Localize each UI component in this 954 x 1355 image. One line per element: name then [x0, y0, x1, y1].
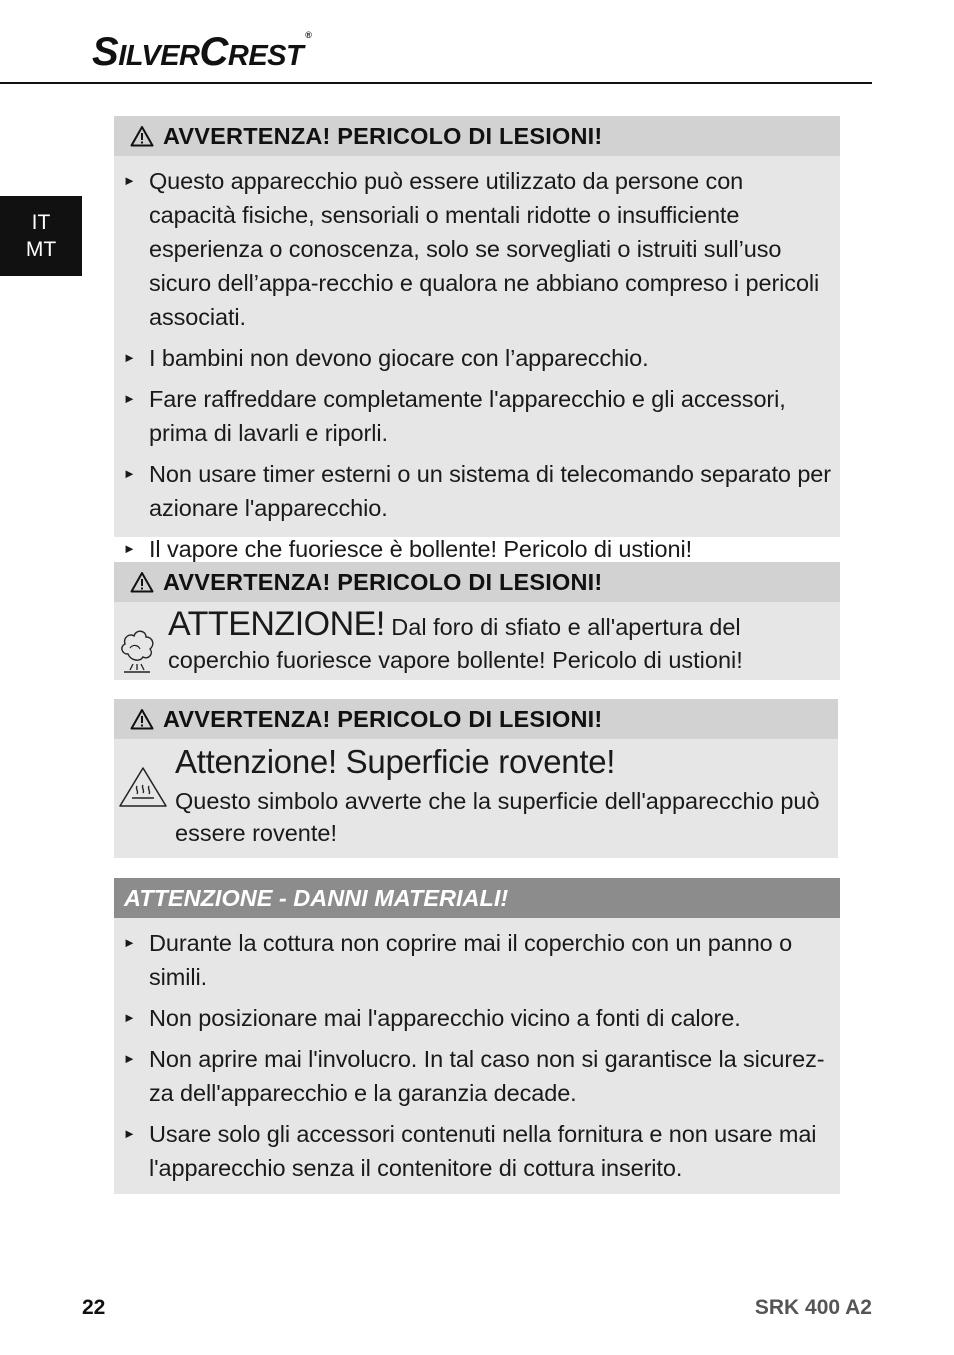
list-item: [114, 341, 840, 375]
list-item: [114, 457, 840, 525]
warning-box-hot-surface: [114, 699, 838, 858]
bullet-arrow-icon: ►: [123, 935, 136, 950]
language-code: IT: [31, 211, 51, 234]
warning-heading-text: AVVERTENZA! PERICOLO DI LESIONI!: [163, 122, 603, 149]
warning-triangle-icon: [130, 708, 154, 730]
material-damage-box: [114, 878, 840, 1194]
material-damage-list: [114, 918, 840, 1185]
warning-heading: [114, 699, 838, 739]
warning-heading-text: AVVERTENZA! PERICOLO DI LESIONI!: [163, 568, 603, 595]
material-damage-heading: ATTENZIONE - DANNI MATERIALI!: [114, 878, 840, 918]
bullet-arrow-icon: ►: [123, 173, 136, 188]
bullet-arrow-icon: ►: [123, 391, 136, 406]
steam-warning: [114, 602, 840, 680]
warning-triangle-icon: [130, 571, 154, 593]
logo-letter: S: [92, 30, 119, 74]
list-item-text: I bambini non devono giocare con l’apparecchio.: [149, 345, 649, 371]
list-item-text: Non aprire mai l'involucro. In tal caso non si garantisce la sicurez-za dell'apparecchio e la garanzia decade.: [149, 1046, 825, 1106]
warning-box-steam: [114, 562, 840, 680]
warning-heading: [114, 562, 840, 602]
list-item: [114, 382, 840, 450]
bullet-arrow-icon: ►: [123, 466, 136, 481]
bullet-arrow-icon: ►: [123, 1010, 136, 1025]
hot-surface-warning: [114, 739, 838, 857]
logo-text: ILVER: [118, 40, 200, 72]
steam-description: Dal foro di sfiato e all'apertura del coperchio fuoriesce vapore bollente! Pericolo di ustioni!: [168, 614, 743, 673]
warning-heading: [114, 116, 840, 156]
warning-list: [114, 156, 840, 566]
bullet-arrow-icon: ►: [123, 1051, 136, 1066]
warning-box-general: [114, 116, 840, 562]
list-item-text: Il vapore che fuoriesce è bollente! Pericolo di ustioni!: [149, 536, 693, 562]
list-item-text: Non posizionare mai l'apparecchio vicino a fonti di calore.: [149, 1005, 741, 1031]
attention-lead: ATTENZIONE!: [168, 605, 385, 643]
logo-letter: C: [199, 30, 228, 74]
page-number: 22: [82, 1296, 106, 1319]
bullet-arrow-icon: ►: [123, 350, 136, 365]
hot-surface-description: Questo simbolo avverte che la superficie dell'apparecchio può essere rovente!: [175, 788, 820, 846]
list-item: [114, 532, 840, 566]
list-item-text: Questo apparecchio può essere utilizzato da persone con capacità fisiche, sensoriali o mentali ridotte o insufficiente esperienza o conoscenza, solo se sorvegliati o istruiti sull’uso sicuro dell’appa-recchio e qualora ne abbiano compreso i pericoli associati.: [149, 168, 820, 330]
steam-icon: [118, 624, 156, 674]
warning-triangle-icon: [130, 125, 154, 147]
hot-surface-icon: [118, 766, 168, 808]
bullet-arrow-icon: ►: [123, 1126, 136, 1141]
bullet-arrow-icon: ►: [123, 541, 136, 556]
model-number: SRK 400 A2: [754, 1296, 872, 1319]
list-item-text: Usare solo gli accessori contenuti nella fornitura e non usare mai l'apparecchio senza il contenitore di cottura inserito.: [149, 1121, 817, 1181]
logo-text: REST: [227, 40, 304, 72]
list-item-text: Non usare timer esterni o un sistema di telecomando separato per azionare l'apparecchio.: [149, 461, 831, 521]
brand-logo: [92, 30, 312, 74]
list-item: [114, 1001, 840, 1035]
list-item-text: Durante la cottura non coprire mai il coperchio con un panno o simili.: [149, 930, 793, 990]
list-item: [114, 1042, 840, 1110]
list-item: [114, 1117, 840, 1185]
list-item: [114, 164, 840, 334]
language-code: MT: [25, 238, 57, 261]
language-tab: [0, 196, 82, 276]
steam-warning-text: [168, 605, 832, 677]
list-item: [114, 926, 840, 994]
header-divider: [0, 82, 872, 84]
warning-heading-text: AVVERTENZA! PERICOLO DI LESIONI!: [163, 705, 603, 732]
list-item-text: Fare raffreddare completamente l'apparecchio e gli accessori, prima di lavarli e riporli.: [149, 386, 786, 446]
registered-mark: ®: [305, 30, 312, 40]
hot-surface-title: Attenzione! Superficie rovente!: [175, 743, 616, 780]
